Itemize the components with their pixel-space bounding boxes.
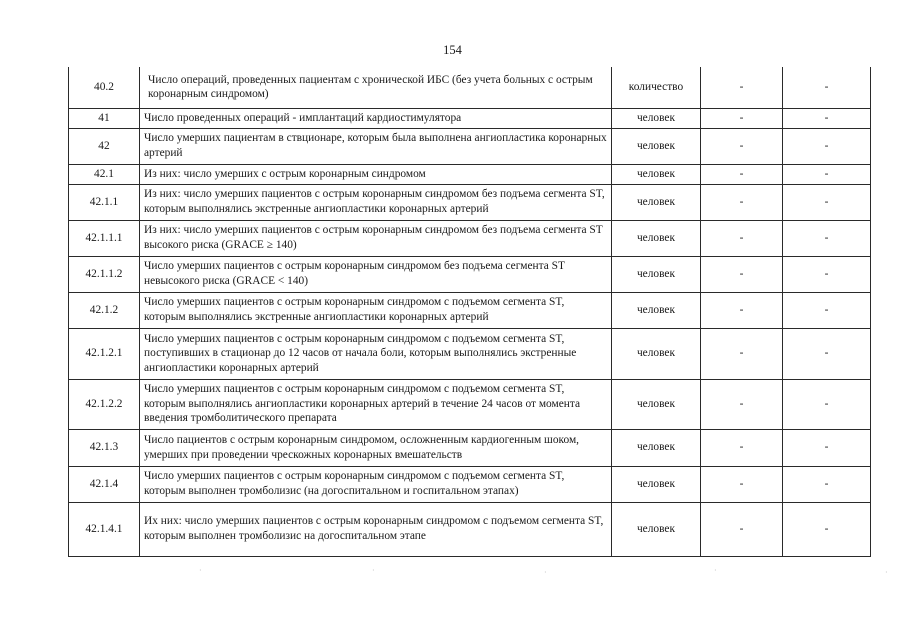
table-row <box>69 220 877 256</box>
table-row <box>69 292 877 328</box>
row-value-2: - <box>783 466 871 502</box>
row-number: 40.2 <box>69 67 140 108</box>
row-value-2: - <box>783 184 871 220</box>
row-value-1: - <box>701 220 783 256</box>
row-value-2: - <box>783 128 871 164</box>
row-spacer <box>871 256 877 292</box>
row-description: Число умерших пациентов с острым коронарным синдромом с подъемом сегмента ST, которым выполнен тромболизис (на догоспитальном и госпитальном этапах) <box>140 466 612 502</box>
row-unit: человек <box>612 184 701 220</box>
indicators-table <box>68 67 877 557</box>
row-spacer <box>871 67 877 108</box>
table-row <box>69 466 877 502</box>
row-number: 42.1.2.1 <box>69 328 140 379</box>
row-value-1: - <box>701 256 783 292</box>
table-row <box>69 164 877 184</box>
row-spacer <box>871 429 877 466</box>
row-unit: человек <box>612 128 701 164</box>
row-value-1: - <box>701 502 783 556</box>
row-value-1: - <box>701 164 783 184</box>
row-number: 42.1.1 <box>69 184 140 220</box>
row-value-2: - <box>783 67 871 108</box>
row-value-2: - <box>783 328 871 379</box>
row-unit: человек <box>612 502 701 556</box>
row-unit: человек <box>612 108 701 128</box>
row-unit: человек <box>612 220 701 256</box>
row-value-1: - <box>701 328 783 379</box>
row-unit: количество <box>612 67 701 108</box>
row-value-2: - <box>783 502 871 556</box>
table-row <box>69 256 877 292</box>
row-value-1: - <box>701 429 783 466</box>
row-value-1: - <box>701 108 783 128</box>
row-number: 41 <box>69 108 140 128</box>
row-value-2: - <box>783 379 871 429</box>
row-unit: человек <box>612 164 701 184</box>
row-description: Число умерших пациентов с острым коронарным синдромом с подъемом сегмента ST, которым выполнялись экстренные ангиопластики коронарных артерий <box>140 292 612 328</box>
row-value-1: - <box>701 67 783 108</box>
row-value-2: - <box>783 108 871 128</box>
row-spacer <box>871 466 877 502</box>
page-number: 154 <box>443 43 462 57</box>
row-spacer <box>871 502 877 556</box>
row-spacer <box>871 328 877 379</box>
row-description: Число умерших пациентов с острым коронарным синдромом без подъема сегмента ST невысокого риска (GRACE < 140) <box>140 256 612 292</box>
row-value-1: - <box>701 128 783 164</box>
table-row <box>69 328 877 379</box>
row-description: Число пациентов с острым коронарным синдромом, осложненным кардиогенным шоком, умерших при проведении чрескожных коронарных вмешательств <box>140 429 612 466</box>
row-spacer <box>871 128 877 164</box>
row-spacer <box>871 220 877 256</box>
table-row <box>69 128 877 164</box>
row-value-1: - <box>701 184 783 220</box>
row-value-2: - <box>783 164 871 184</box>
row-number: 42.1 <box>69 164 140 184</box>
table-row <box>69 429 877 466</box>
row-description: Число умерших пациентов с острым коронарным синдромом с подъемом сегмента ST, поступивших в стационар до 12 часов от начала боли, которым выполнялись экстренные ангиопластики коронарных артерий <box>140 328 612 379</box>
row-unit: человек <box>612 429 701 466</box>
row-number: 42.1.2 <box>69 292 140 328</box>
row-value-1: - <box>701 292 783 328</box>
table-row <box>69 108 877 128</box>
row-number: 42.1.1.1 <box>69 220 140 256</box>
row-unit: человек <box>612 292 701 328</box>
row-number: 42.1.2.2 <box>69 379 140 429</box>
row-value-2: - <box>783 292 871 328</box>
row-value-1: - <box>701 379 783 429</box>
row-spacer <box>871 184 877 220</box>
row-number: 42.1.1.2 <box>69 256 140 292</box>
row-unit: человек <box>612 256 701 292</box>
row-spacer <box>871 292 877 328</box>
row-spacer <box>871 108 877 128</box>
row-description: Число операций, проведенных пациентам с хронической ИБС (без учета больных с острым коронарным синдромом) <box>140 67 612 108</box>
row-spacer <box>871 164 877 184</box>
row-number: 42 <box>69 128 140 164</box>
row-value-2: - <box>783 220 871 256</box>
row-spacer <box>871 379 877 429</box>
row-description: Число умерших пациентов с острым коронарным синдромом с подъемом сегмента ST, которым выполнялись ангиопластики коронарных артерий в течение 24 часов от момента введения тромболитического препарата <box>140 379 612 429</box>
row-unit: человек <box>612 379 701 429</box>
table-row <box>69 502 877 556</box>
row-description: Из них: число умерших с острым коронарным синдромом <box>140 164 612 184</box>
row-description: Из них: число умерших пациентов с острым коронарным синдромом без подъема сегмента ST, которым выполнялись экстренные ангиопластики коронарных артерий <box>140 184 612 220</box>
row-description: Из них: число умерших пациентов с острым коронарным синдромом без подъема сегмента ST высокого риска (GRACE ≥ 140) <box>140 220 612 256</box>
row-number: 42.1.3 <box>69 429 140 466</box>
row-number: 42.1.4.1 <box>69 502 140 556</box>
row-description: Их них: число умерших пациентов с острым коронарным синдромом с подъемом сегмента ST, которым выполнен тромболизис на догоспитальном этапе <box>140 502 612 556</box>
table-row <box>69 67 877 108</box>
row-unit: человек <box>612 328 701 379</box>
row-value-2: - <box>783 256 871 292</box>
row-value-1: - <box>701 466 783 502</box>
row-unit: человек <box>612 466 701 502</box>
row-number: 42.1.4 <box>69 466 140 502</box>
row-description: Число умерших пациентам в ствционаре, которым была выполнена ангиопластика коронарных артерий <box>140 128 612 164</box>
table-row <box>69 379 877 429</box>
row-description: Число проведенных операций - имплантаций кардиостимулятора <box>140 108 612 128</box>
table-row <box>69 184 877 220</box>
row-value-2: - <box>783 429 871 466</box>
